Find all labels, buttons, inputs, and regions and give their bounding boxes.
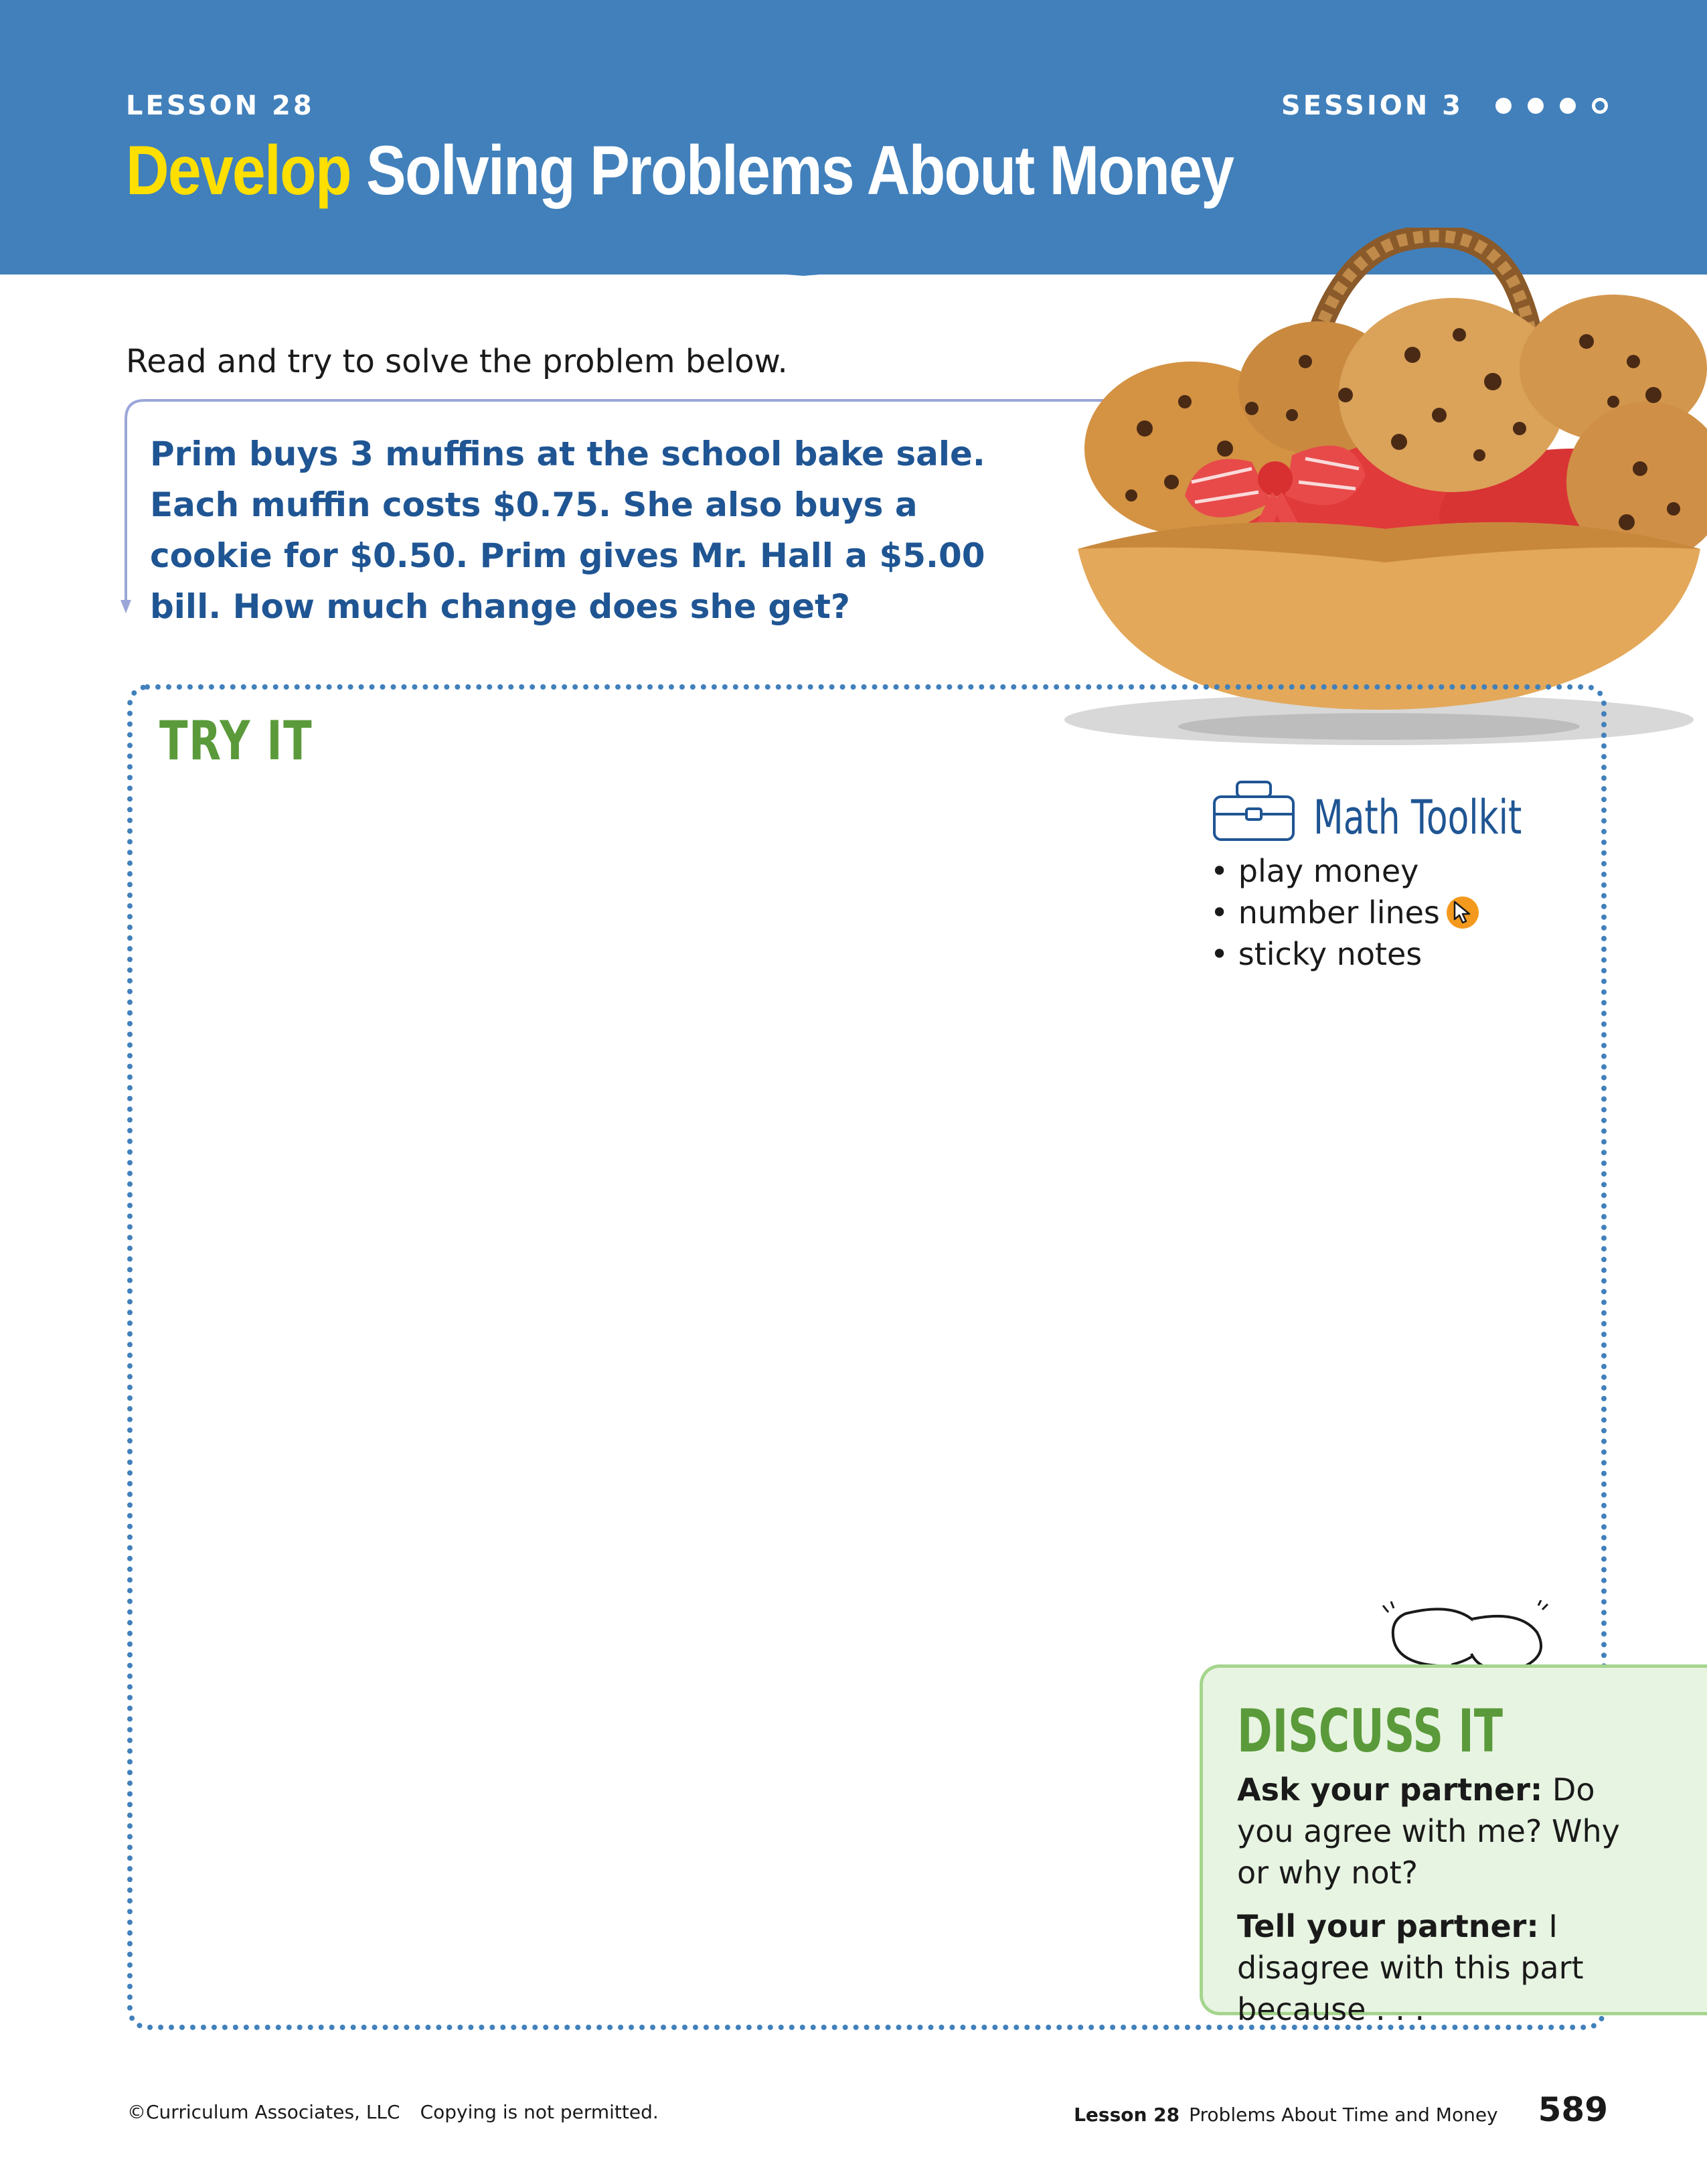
cursor-icon xyxy=(1447,896,1479,929)
session-dot-filled xyxy=(1528,98,1544,114)
footer-left xyxy=(127,2101,659,2123)
tell-partner-prompt xyxy=(1237,1905,1625,2030)
toolkit-item xyxy=(1210,933,1479,975)
page-title xyxy=(126,131,1233,211)
tell-partner-label: Tell your partner: xyxy=(1237,1908,1539,1944)
discuss-it-title: DISCUSS IT xyxy=(1237,1697,1503,1766)
toolkit-item[interactable] xyxy=(1210,892,1479,933)
intro-instruction: Read and try to solve the problem below. xyxy=(126,343,788,380)
ask-partner-text: Do you agree with me? Why or why not? xyxy=(1237,1772,1620,1891)
session-dot-filled xyxy=(1560,98,1576,114)
toolbox-icon xyxy=(1210,777,1297,844)
toolkit-item-label: • play money xyxy=(1210,853,1419,889)
session-label: SESSION 3 xyxy=(1281,90,1463,121)
ask-partner-label: Ask your partner: xyxy=(1237,1772,1543,1808)
title-highlight: Develop xyxy=(126,132,351,210)
ask-partner-prompt xyxy=(1237,1769,1625,1893)
footer-lesson-label: Lesson 28 xyxy=(1074,2104,1180,2126)
title-text: Solving Problems About Money xyxy=(366,132,1234,210)
try-it-title: TRY IT xyxy=(159,710,313,772)
footer-lesson-title: Problems About Time and Money xyxy=(1189,2104,1498,2126)
lesson-label: LESSON 28 xyxy=(126,90,315,121)
toolkit-item xyxy=(1210,850,1479,892)
muffin-basket-image xyxy=(1051,228,1707,750)
copyright: ©Curriculum Associates, LLC xyxy=(127,2101,400,2123)
toolkit-item-label: • number lines xyxy=(1210,894,1440,931)
copy-notice: Copying is not permitted. xyxy=(420,2101,659,2123)
tell-partner-text: I disagree with this part because . . . xyxy=(1237,1908,1584,2027)
problem-text: Prim buys 3 muffins at the school bake sale. Each muffin costs $0.75. She also buys a cookie for $0.50. Prim gives Mr. Hall a $5.00 bill. How much change does she get? xyxy=(150,435,985,626)
math-toolkit-title: Math Toolkit xyxy=(1313,790,1522,845)
session-dot-filled xyxy=(1495,98,1512,114)
session-dot-open xyxy=(1592,98,1608,114)
toolkit-item-label: • sticky notes xyxy=(1210,936,1422,972)
toolkit-list xyxy=(1210,850,1479,975)
discuss-it-prompts xyxy=(1237,1769,1625,2042)
page-number: 589 xyxy=(1538,2090,1608,2129)
footer-right xyxy=(1074,2090,1608,2129)
session-indicator xyxy=(1281,90,1608,121)
